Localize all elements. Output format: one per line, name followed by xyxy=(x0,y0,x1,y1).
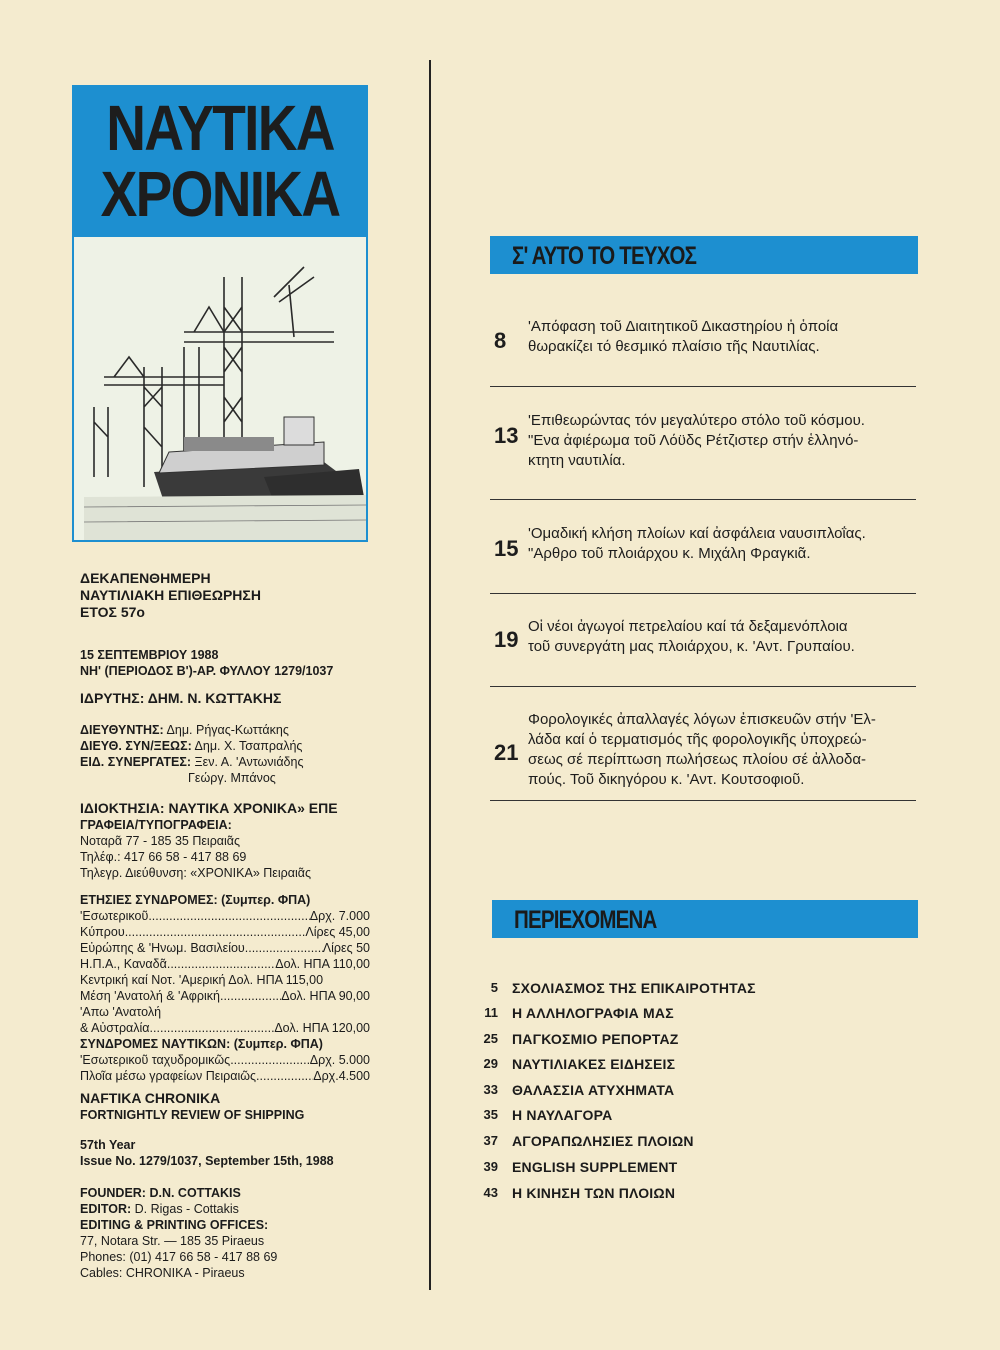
article-separator xyxy=(490,800,916,801)
subscriptions-heading: ΕΤΗΣΙΕΣ ΣΥΝΔΡΟΜΕΣ: (Συμπερ. ΦΠΑ) xyxy=(80,893,311,907)
toc-title: Η ΝΑΥΛΑΓΟΡΑ xyxy=(512,1107,613,1123)
article-line: πούς. Τοῦ δικηγόρου κ. 'Αντ. Κουτσοφιοῦ. xyxy=(528,771,805,788)
english-address: 77, Notara Str. — 185 35 Piraeus xyxy=(80,1234,265,1248)
english-offices: EDITING & PRINTING OFFICES: xyxy=(80,1218,269,1232)
toc-item xyxy=(478,1154,808,1180)
article-separator xyxy=(490,499,916,500)
toc-item xyxy=(478,1180,808,1206)
toc-page: 43 xyxy=(483,1185,498,1200)
toc-item xyxy=(478,1102,808,1128)
founder-line: ΙΔΡΥΤΗΣ: ΔΗΜ. Ν. ΚΩΤΤΑΚΗΣ xyxy=(80,690,282,706)
masthead-headings xyxy=(80,570,261,621)
toc-page: 29 xyxy=(483,1056,498,1071)
container-port-illustration xyxy=(74,237,366,540)
issue-date: 15 ΣΕΠΤΕΜΒΡΙΟΥ 1988 xyxy=(80,648,219,662)
english-cables: Cables: CHRONIKA - Piraeus xyxy=(80,1266,245,1280)
article-line: κτητη ναυτιλία. xyxy=(528,452,626,469)
toc-page: 39 xyxy=(483,1159,498,1174)
in-this-issue-banner xyxy=(490,236,918,274)
editor-name: Δημ. Χ. Τσαπραλής xyxy=(194,739,303,753)
english-subtitle: FORTNIGHTLY REVIEW OF SHIPPING xyxy=(80,1108,305,1122)
article-line: Φορολογικές ἀπαλλαγές λόγων ἐπισκευῶν στήν 'Ελ- xyxy=(528,711,876,728)
subscription-row: Εὐρώπης & 'Ηνωμ. Βασιλείου ..... Λίρες 50 xyxy=(80,940,370,956)
in-this-issue-title: Σ' ΑΥΤΟ ΤΟ ΤΕΥΧΟΣ xyxy=(512,242,697,270)
contrib-label: ΕΙΔ. ΣΥΝΕΡΓΑΤΕΣ: xyxy=(80,755,192,769)
subscription-row: 'Εσωτερικοῦ ..... Δρχ. 7.000 xyxy=(80,908,370,924)
cover-image xyxy=(72,85,368,542)
english-phones: Phones: (01) 417 66 58 - 417 88 69 xyxy=(80,1250,278,1264)
owner-line: ΙΔΙΟΚΤΗΣΙΑ: ΝΑΥΤΙΚΑ ΧΡΟΝΙΚΑ» ΕΠΕ xyxy=(80,800,338,816)
toc-page: 11 xyxy=(484,1005,498,1020)
owner-block xyxy=(80,800,380,881)
article-page: 21 xyxy=(494,740,519,765)
article-line: λάδα καί ὁ τερματισμός τῆς φορολογικῆς ὑποχρεώ- xyxy=(528,731,867,748)
english-title-block xyxy=(80,1090,400,1123)
english-editor: D. Rigas - Cottakis xyxy=(134,1202,239,1216)
article-line: "Ενα ἀφιέρωμα τοῦ Λόϋδς Ρέτζιστερ στήν ἑλληνό- xyxy=(528,432,859,449)
masthead-logo xyxy=(74,87,366,237)
english-issue-block xyxy=(80,1137,400,1169)
toc-item xyxy=(478,1026,808,1052)
article-line: τοῦ συνεργάτη μας πλοιάρχου, κ. 'Αντ. Γρυπαίου. xyxy=(528,638,855,655)
article-line: Οἱ νέοι ἀγωγοί πετρελαίου καί τά δεξαμενόπλοια xyxy=(528,618,848,635)
subscription-row: Πλοῖα μέσω γραφείων Πειραιῶς ..... Δρχ.4.500 xyxy=(80,1068,370,1084)
article-page: 8 xyxy=(494,328,507,353)
column-divider xyxy=(429,60,431,1290)
contents-banner xyxy=(492,900,918,938)
telegraph-line: Τηλεγρ. Διεύθυνση: «ΧΡΟΝΙΚΑ» Πειραιᾶς xyxy=(80,866,311,880)
english-staff-block xyxy=(80,1185,400,1281)
article-separator xyxy=(490,386,916,387)
english-title: NAFTIKA CHRONIKA xyxy=(80,1090,221,1106)
staff-block xyxy=(80,722,380,786)
offices-label: ΓΡΑΦΕΙΑ/ΤΥΠΟΓΡΑΦΕΙΑ: xyxy=(80,818,232,832)
editor-label: ΔΙΕΥΘ. ΣΥΝ/ΞΕΩΣ: xyxy=(80,739,192,753)
english-year: 57th Year xyxy=(80,1138,136,1152)
article-page: 15 xyxy=(494,536,519,561)
toc-item xyxy=(478,975,808,1001)
address-line: Νοταρᾶ 77 - 185 35 Πειραιᾶς xyxy=(80,834,241,848)
toc-page: 5 xyxy=(490,980,498,995)
contents-title: ΠΕΡΙΕΧΟΜΕΝΑ xyxy=(514,906,657,934)
toc-page: 25 xyxy=(483,1031,498,1046)
article-line: θωρακίζει τό θεσμικό πλαίσιο τῆς Ναυτιλίας. xyxy=(528,338,820,355)
article-line: 'Απόφαση τοῦ Διαιτητικοῦ Δικαστηρίου ἡ ὁποία xyxy=(528,318,839,335)
subscription-row: Κύπρου ..... Λίρες 45,00 xyxy=(80,924,370,940)
article-separator xyxy=(490,686,916,687)
toc-title: ENGLISH SUPPLEMENT xyxy=(512,1159,678,1175)
subscriptions-block xyxy=(80,892,380,1084)
toc-item xyxy=(478,1051,808,1077)
toc-item xyxy=(478,1077,808,1103)
logo-line-1: ΝΑΥΤΙΚΑ xyxy=(106,92,334,164)
contrib-name-2: Γεώργ. Μπάνος xyxy=(188,771,276,785)
toc-title: ΠΑΓΚΟΣΜΙΟ ΡΕΠΟΡΤΑΖ xyxy=(512,1031,679,1047)
director-name: Δημ. Ρήγας-Κωττάκης xyxy=(166,723,289,737)
subscription-row: & Αὐστραλία ..... Δολ. ΗΠΑ 120,00 xyxy=(80,1020,370,1036)
toc-item xyxy=(478,1000,808,1026)
toc-title: Η ΚΙΝΗΣΗ ΤΩΝ ΠΛΟΙΩΝ xyxy=(512,1185,676,1201)
toc-title: ΑΓΟΡΑΠΩΛΗΣΙΕΣ ΠΛΟΙΩΝ xyxy=(512,1133,694,1149)
subscription-row-fareast: 'Απω 'Ανατολή xyxy=(80,1005,162,1019)
toc-page: 37 xyxy=(483,1133,498,1148)
article-page: 13 xyxy=(494,423,519,448)
toc-page: 35 xyxy=(483,1107,498,1122)
toc-title: ΣΧΟΛΙΑΣΜΟΣ ΤΗΣ ΕΠΙΚΑΙΡΟΤΗΤΑΣ xyxy=(512,980,756,996)
subscription-row: 'Εσωτερικοῦ ταχυδρομικῶς ..... Δρχ. 5.000 xyxy=(80,1052,370,1068)
phone-line: Τηλέφ.: 417 66 58 - 417 88 69 xyxy=(80,850,247,864)
subscription-row: Μέση 'Ανατολή & 'Αφρική ..... Δολ. ΗΠΑ 90,00 xyxy=(80,988,370,1004)
sailor-subscriptions-heading: ΣΥΝΔΡΟΜΕΣ ΝΑΥΤΙΚΩΝ: (Συμπερ. ΦΠΑ) xyxy=(80,1037,323,1051)
heading-year: ΕΤΟΣ 57ο xyxy=(80,604,145,620)
toc-title: Η ΑΛΛΗΛΟΓΡΑΦΙΑ ΜΑΣ xyxy=(512,1005,674,1021)
toc-item xyxy=(478,1128,808,1154)
subscription-row-central: Κεντρική καί Νοτ. 'Αμερική Δολ. ΗΠΑ 115,00 xyxy=(80,973,324,987)
article-line: σεως σέ περίπτωση πωλήσεως πλοίου σέ ἀλλοδα- xyxy=(528,751,866,768)
heading-fortnightly: ΔΕΚΑΠΕΝΘΗΜΕΡΗ xyxy=(80,570,211,586)
director-label: ΔΙΕΥΘΥΝΤΗΣ: xyxy=(80,723,164,737)
english-editor-label: EDITOR: xyxy=(80,1202,132,1216)
heading-review: ΝΑΥΤΙΛΙΑΚΗ ΕΠΙΘΕΩΡΗΣΗ xyxy=(80,587,261,603)
article-page: 19 xyxy=(494,627,519,652)
english-issue: Issue No. 1279/1037, September 15th, 1988 xyxy=(80,1154,334,1168)
toc-title: ΝΑΥΤΙΛΙΑΚΕΣ ΕΙΔΗΣΕΙΣ xyxy=(512,1056,676,1072)
article-line: "Αρθρο τοῦ πλοιάρχου κ. Μιχάλη Φραγκιᾶ. xyxy=(528,545,811,562)
article-line: 'Ομαδική κλήση πλοίων καί ἀσφάλεια ναυσιπλοΐας. xyxy=(528,525,866,542)
article-separator xyxy=(490,593,916,594)
english-founder: FOUNDER: D.N. COTTAKIS xyxy=(80,1186,241,1200)
toc-title: ΘΑΛΑΣΣΙΑ ΑΤΥΧΗΜΑΤΑ xyxy=(512,1082,675,1098)
issue-number: ΝΗ' (ΠΕΡΙΟΔΟΣ Β')-ΑΡ. ΦΥΛΛΟΥ 1279/1037 xyxy=(80,664,334,678)
logo-line-2: ΧΡΟΝΙΚΑ xyxy=(100,158,340,230)
toc-page: 33 xyxy=(483,1082,498,1097)
subscription-row: Η.Π.Α., Καναδᾶ ..... Δολ. ΗΠΑ 110,00 xyxy=(80,956,370,972)
article-line: 'Επιθεωρώντας τόν μεγαλύτερο στόλο τοῦ κόσμου. xyxy=(528,412,865,429)
contrib-name-1: Ξεν. Α. 'Αντωνιάδης xyxy=(194,755,304,769)
